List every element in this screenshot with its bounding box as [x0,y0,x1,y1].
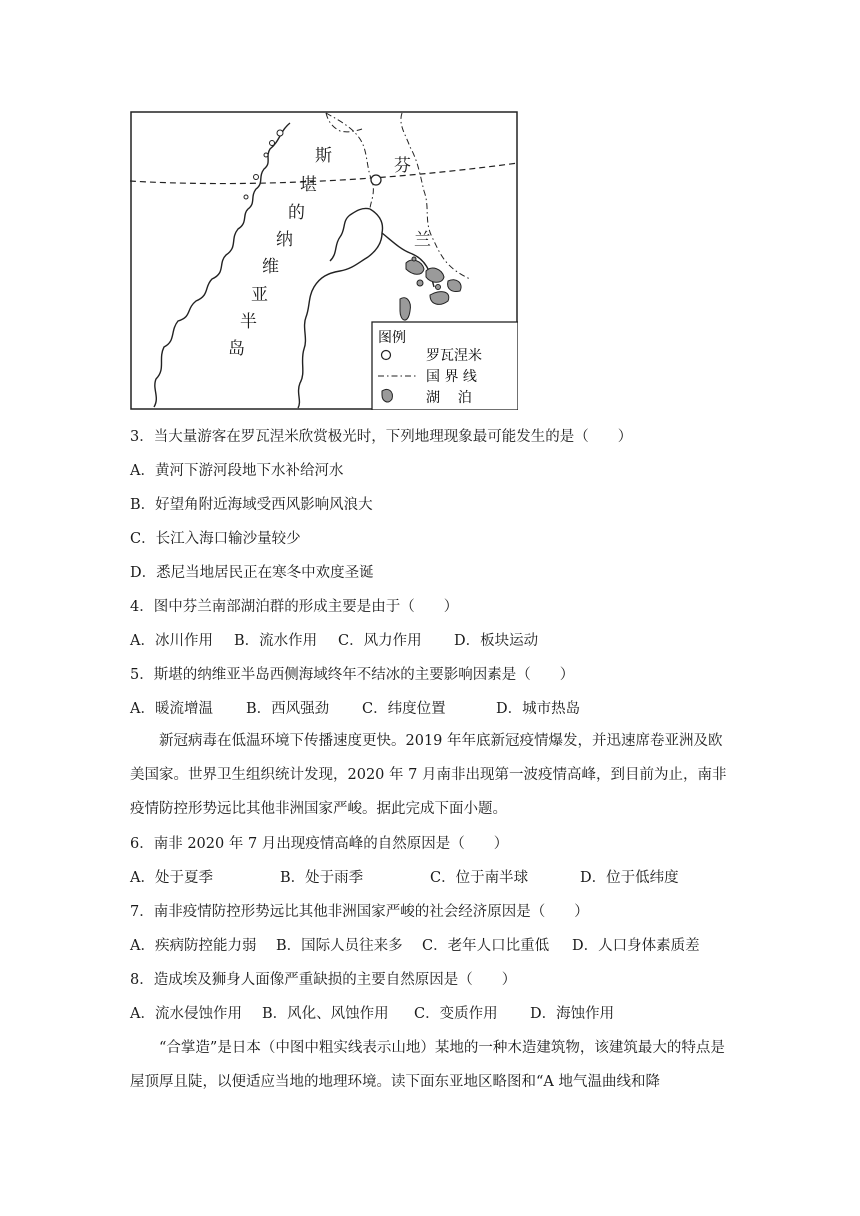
question-3-option-c: C．长江入海口输沙量较少 [130,531,301,547]
question-5-stem: 5．斯堪的纳维亚半岛西侧海域终年不结冰的主要影响因素是（ ） [130,667,575,683]
option: D．板块运动 [454,633,539,649]
option: B．西风强劲 [246,701,330,717]
passage-covid: 新冠病毒在低温环境下传播速度更快。2019 年年底新冠疫情爆发，并迅速席卷亚洲及欧美国家。世界卫生组织统计发现，2020 年 7 月南非出现第一波疫情高峰，到目前为止，南非疫情防控形势远比其他非洲国家严峻。据此完成下面小题。 [130,733,727,817]
question-6-options [130,868,679,888]
question-3-option-b: B．好望角附近海域受西风影响风浪大 [130,497,373,513]
question-8-stem: 8．造成埃及狮身人面像严重缺损的主要自然原因是（ ） [130,972,517,988]
legend-lake-icon [382,389,392,402]
map-label-char: 堪 [300,175,317,195]
question-3-option-d: D．悉尼当地居民正在寒冬中欢度圣诞 [130,565,374,581]
legend-item: 湖 泊 [426,390,472,406]
option: A．流水侵蚀作用 [130,1006,242,1022]
map-label-char: 维 [262,257,279,277]
map-label-char: 芬 [394,156,411,176]
option: A．暖流增温 [130,701,213,717]
legend-item: 国 界 线 [426,369,477,385]
question-4-stem: 4．图中芬兰南部湖泊群的形成主要是由于（ ） [130,599,459,615]
option: D．海蚀作用 [530,1006,615,1022]
question-7-stem: 7．南非疫情防控形势远比其他非洲国家严峻的社会经济原因是（ ） [130,904,589,920]
option: A．处于夏季 [130,870,213,886]
legend-item: 罗瓦涅米 [426,348,482,364]
option: B．风化、风蚀作用 [262,1006,389,1022]
scandinavia-map [130,111,518,410]
map-label-char: 亚 [251,285,268,305]
option: C．纬度位置 [362,701,446,717]
legend-title: 图例 [378,330,406,346]
option: A．疾病防控能力弱 [130,938,257,954]
option: B．流水作用 [234,633,318,649]
map-label-char: 兰 [414,230,431,250]
option: C．老年人口比重低 [422,938,550,954]
option: B．国际人员往来多 [276,938,403,954]
rovaniemi-marker [371,175,381,185]
question-7-options [130,936,700,956]
option: D．位于低纬度 [580,870,679,886]
map-label-char: 纳 [276,230,293,250]
map-label-char: 的 [288,203,305,223]
question-4-options [130,631,538,651]
option: C．风力作用 [338,633,422,649]
question-6-stem: 6．南非 2020 年 7 月出现疫情高峰的自然原因是（ ） [130,836,509,852]
passage-japan: “合掌造”是日本（中图中粗实线表示山地）某地的一种木造建筑物，该建筑最大的特点是屋顶厚且陡，以便适应当地的地理环境。读下面东亚地区略图和“A 地气温曲线和降 [130,1040,725,1090]
option: D．城市热岛 [496,701,581,717]
option: D．人口身体素质差 [572,938,700,954]
map-legend [372,322,518,410]
option: C．位于南半球 [430,870,529,886]
map-label-char: 岛 [228,339,245,359]
option: A．冰川作用 [130,633,213,649]
option: C．变质作用 [414,1006,498,1022]
question-3-option-a: A．黄河下游河段地下水补给河水 [130,463,344,479]
option: B．处于雨季 [280,870,364,886]
map-label-char: 斯 [315,146,332,166]
question-5-options [130,699,580,719]
question-8-options [130,1004,614,1024]
map-label-char: 半 [240,312,257,332]
question-3-stem: 3．当大量游客在罗瓦涅米欣赏极光时，下列地理现象最可能发生的是（ ） [130,429,633,445]
legend-rovaniemi-icon [382,351,391,360]
